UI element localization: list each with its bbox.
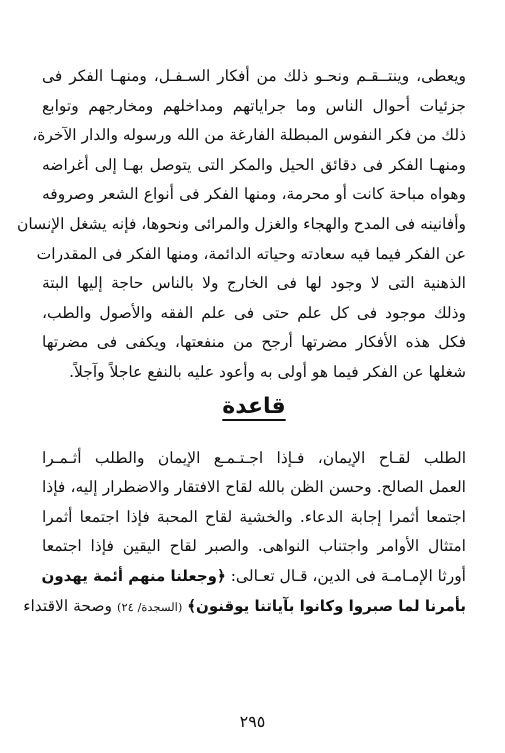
text-line: فكل هذه الأفكار مضرتها أرجح من منفعتها، ويكفى فى مضرتها: [42, 333, 466, 352]
text-line: ويعطى، وينتــقـم ونحـو ذلك من أفكار السـفـل، ومنهـا الفكر فى: [42, 67, 466, 85]
text-line: وذلك موجود فى كل علم حتى فى علم الفقه والأصول والطب،: [42, 303, 466, 322]
quran-verse: ﴿وجعلنا منهم أئمة يهدون: [41, 566, 226, 585]
text-segment: وصحة الاقتداء: [23, 596, 113, 615]
text-line: ومنهـا الفكر فى دقائق الحيل والمكر التى يتوصل بهـا إلى أغراضه: [42, 155, 466, 174]
page-number: ٢٩٥: [239, 712, 266, 731]
text-line: امتثال الأوامر واجتناب النواهى. والصبر لقاح اليقين فإذا اجتمعا: [42, 537, 466, 556]
text-line: الطلب لقـاح الإيمان، فـإذا اجـتـمـع الإيمان والطلب أثـمـرا: [42, 448, 466, 467]
text-line: وهواه مباحة كانت أو محرمة، ومنها الفكر فى أنواع الشعر وصروفه: [42, 185, 466, 204]
text-line: ذلك من فكر النفوس المبطلة الفارغة من الله ورسوله والدار الآخرة،: [32, 126, 466, 145]
text-line: شغلها عن الفكر فيما هو أولى به وأعود عليه بالنفع عاجلاً وآجلاً.: [69, 362, 466, 381]
text-line-with-verse: [42, 562, 466, 592]
paragraph-2: [23, 444, 466, 622]
text-line: جزئيات أحوال الناس وما جراياتهم ومداخلهم ومخارجهم وتوابع: [42, 96, 466, 115]
quran-verse: بأمرنا لما صبروا وكانوا بآياتنا يوقنون﴾: [187, 596, 466, 615]
text-line: عن الفكر فيما فيه سعادته وحياته الدائمة، ومنها الفكر فى المقدرات: [36, 244, 466, 263]
text-line: الذهنية التى لا وجود لها فى الخارج ولا بالناس حاجة إليها البتة: [42, 274, 466, 293]
paragraph-1: [17, 62, 466, 388]
section-heading-wrap: [42, 388, 466, 436]
verse-reference: (السجدة/ ٢٤): [116, 599, 183, 614]
text-line: العمل الصالح. وحسن الظن بالله لقاح الافتقار والاضطرار إليه، فإذا: [42, 478, 466, 497]
text-line: اجتمعا أثمرا إجابة الدعاء. والخشية لقاح المحبة فإذا اجتمعا أثمرا: [42, 507, 466, 526]
section-heading: قاعدة: [222, 393, 286, 419]
page-body: [17, 62, 466, 621]
text-line-with-verse: [23, 592, 466, 622]
text-segment: أورثا الإمـامـة فى الدين، قـال تعـالى:: [225, 566, 466, 585]
text-line: وأفانينه فى المدح والهجاء والغزل والمرائى ونحوها، فإنه يشغل الإنسان: [17, 214, 466, 233]
